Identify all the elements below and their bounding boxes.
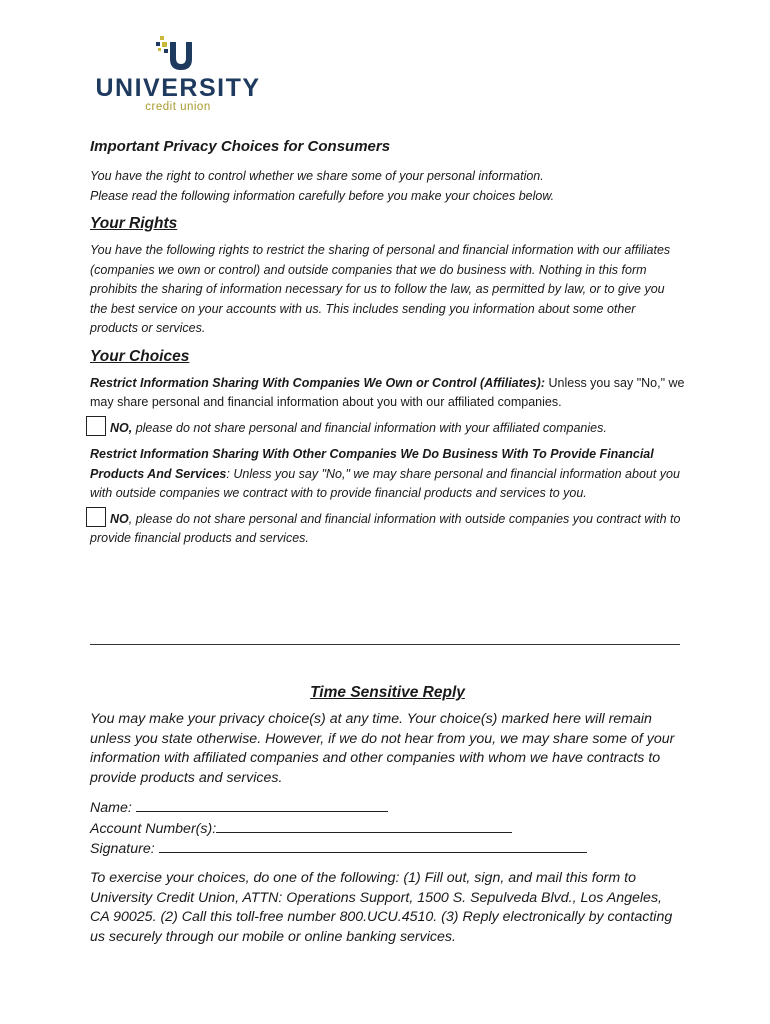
time-sensitive-heading: Time Sensitive Reply bbox=[310, 684, 465, 701]
outside-opt-out bbox=[90, 510, 685, 549]
outside-paragraph bbox=[90, 445, 685, 504]
privacy-form-lower bbox=[90, 684, 685, 948]
outside-label: Restrict Information Sharing With Other Companies We Do Business With To Provide Financial Products And Services bbox=[90, 447, 654, 481]
your-choices-heading: Your Choices bbox=[90, 347, 190, 365]
logo-wordmark: UNIVERSITY bbox=[95, 74, 261, 102]
logo-subtitle: credit union bbox=[145, 101, 211, 113]
your-rights-heading: Your Rights bbox=[90, 215, 178, 232]
outside-no-checkbox[interactable] bbox=[86, 507, 106, 527]
name-input-line[interactable] bbox=[136, 798, 388, 812]
intro-line-2: Please read the following information carefully before you make your choices below. bbox=[90, 188, 555, 203]
signature-field bbox=[90, 839, 685, 860]
affiliates-text: Unless you say "No," we may share personal and financial information about you with our affiliated companies. bbox=[90, 375, 685, 409]
signature-label: Signature: bbox=[90, 841, 155, 858]
university-logo bbox=[90, 34, 270, 114]
name-label: Name: bbox=[90, 799, 132, 816]
affiliates-no-label: NO, bbox=[110, 420, 133, 435]
account-field bbox=[90, 819, 685, 840]
affiliates-label: Restrict Information Sharing With Companies We Own or Control (Affiliates): bbox=[90, 375, 546, 390]
affiliates-no-checkbox[interactable] bbox=[86, 416, 106, 436]
privacy-form-upper bbox=[90, 138, 685, 549]
outside-no-label: NO bbox=[110, 511, 129, 526]
divider-line bbox=[90, 644, 680, 645]
affiliates-paragraph bbox=[90, 374, 685, 413]
logo-u-mark-icon bbox=[152, 34, 204, 76]
outside-text: : Unless you say "No," we may share personal and financial information about you with outside companies we contract with to provide financial products and services to you. bbox=[90, 466, 680, 500]
instructions-text: To exercise your choices, do one of the following: (1) Fill out, sign, and mail this form to University Credit Union, ATTN: Operations Support, 1500 S. Sepulveda Blvd., Los Angeles, CA 90025. (2) Call this toll-free number 800.UCU.4510. (3) Reply electronically by contacting us securely through our mobile or online banking services. bbox=[90, 869, 673, 946]
signature-input-line[interactable] bbox=[159, 839, 587, 853]
page-title: Important Privacy Choices for Consumers bbox=[90, 138, 391, 155]
affiliates-no-text: please do not share personal and financial information with your affiliated companies. bbox=[132, 420, 607, 435]
your-rights-text: You have the following rights to restrict the sharing of personal and financial information with our affiliates (companies we own or control) and outside companies that we do business with. Nothing in this form prohibits the sharing of information necessary for us to follow the law, as permitted by law, or to give you the best service on your accounts with us. This includes sending you information about some other products or services. bbox=[90, 243, 671, 335]
time-sensitive-text: You may make your privacy choice(s) at any time. Your choice(s) marked here will remain unless you state otherwise. However, if we do not hear from you, we may share some of your information with affiliated companies and other companies with whom we have contracts to provide products and services. bbox=[90, 711, 675, 787]
outside-no-text: , please do not share personal and financial information with outside companies you contract with to provide financial products and services. bbox=[90, 511, 681, 545]
affiliates-opt-out bbox=[90, 419, 685, 439]
account-input-line[interactable] bbox=[216, 819, 512, 833]
name-field bbox=[90, 798, 685, 819]
account-label: Account Number(s): bbox=[90, 820, 217, 837]
intro-line-1: You have the right to control whether we share some of your personal information. bbox=[90, 169, 544, 183]
